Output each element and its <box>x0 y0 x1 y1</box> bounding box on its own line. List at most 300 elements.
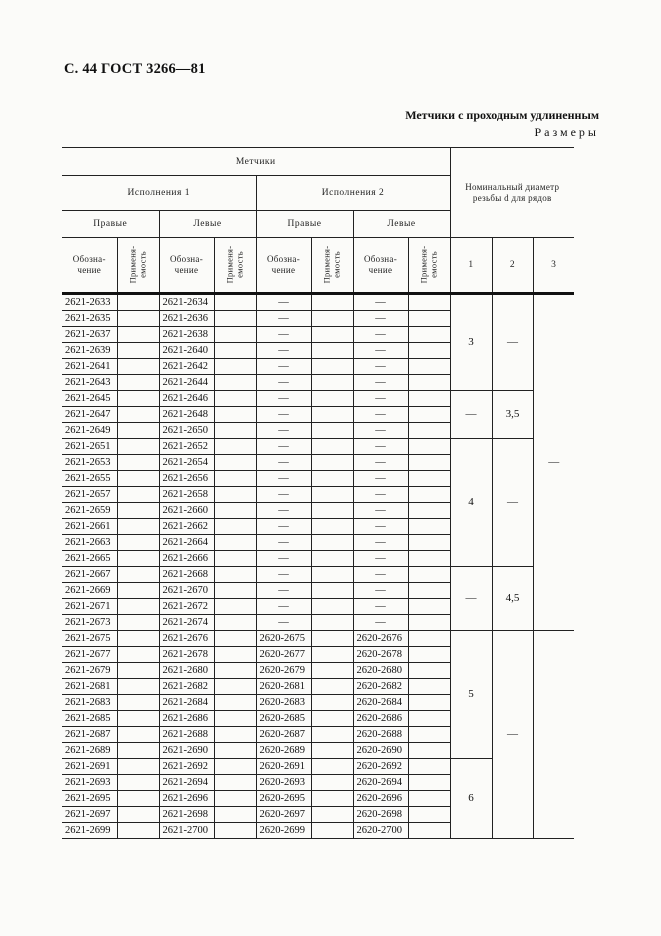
v1-right-designation: 2621-2681 <box>62 679 117 695</box>
v1-right-designation: 2621-2637 <box>62 327 117 343</box>
v1-right-applicability <box>117 695 159 711</box>
v1-left-designation: 2621-2644 <box>159 375 214 391</box>
v1-right-designation: 2621-2685 <box>62 711 117 727</box>
header-v1-right: Правые <box>62 211 159 238</box>
v2-left-designation: 2620-2686 <box>353 711 408 727</box>
taps-table <box>62 147 574 839</box>
v1-left-designation: 2621-2650 <box>159 423 214 439</box>
v1-right-designation: 2621-2693 <box>62 775 117 791</box>
v2-left-designation: — <box>353 391 408 407</box>
v1-right-designation: 2621-2647 <box>62 407 117 423</box>
v2-left-designation: — <box>353 439 408 455</box>
applicability-line1: Применя- <box>127 245 138 284</box>
v1-right-applicability <box>117 807 159 823</box>
v2-right-designation: — <box>256 455 311 471</box>
v2-left-applicability <box>408 311 450 327</box>
designation-line1: Обозна- <box>266 254 301 264</box>
v2-left-applicability <box>408 471 450 487</box>
applicability-line1: Применя- <box>321 245 332 284</box>
v2-right-applicability <box>311 791 353 807</box>
diameter-row1: 4 <box>450 439 492 567</box>
v2-right-designation: — <box>256 615 311 631</box>
applicability-line2: емость <box>137 251 147 279</box>
v2-left-applicability <box>408 487 450 503</box>
v2-left-applicability <box>408 679 450 695</box>
v1-left-applicability <box>214 503 256 519</box>
v1-right-designation: 2621-2689 <box>62 743 117 759</box>
v2-left-designation: 2620-2682 <box>353 679 408 695</box>
v1-left-designation: 2621-2700 <box>159 823 214 839</box>
v1-right-designation: 2621-2695 <box>62 791 117 807</box>
v1-left-designation: 2621-2666 <box>159 551 214 567</box>
v2-left-applicability <box>408 503 450 519</box>
designation-line1: Обозна- <box>72 254 106 264</box>
v2-right-applicability <box>311 343 353 359</box>
v2-right-applicability <box>311 679 353 695</box>
diameter-row2: — <box>492 631 533 839</box>
diameter-row3: — <box>533 294 574 631</box>
designation-line2: чение <box>271 265 296 275</box>
designation-line2: чение <box>174 265 199 275</box>
v1-right-designation: 2621-2633 <box>62 294 117 311</box>
v1-right-designation: 2621-2665 <box>62 551 117 567</box>
v1-left-designation: 2621-2696 <box>159 791 214 807</box>
v1-right-designation: 2621-2679 <box>62 663 117 679</box>
section-title: Метчики с проходным удлиненным <box>405 108 599 122</box>
header-nominal-diameter <box>450 148 574 238</box>
v1-right-designation: 2621-2645 <box>62 391 117 407</box>
v1-right-designation: 2621-2673 <box>62 615 117 631</box>
v1-left-applicability <box>214 311 256 327</box>
v2-right-designation: — <box>256 535 311 551</box>
v1-right-applicability <box>117 503 159 519</box>
v2-left-applicability <box>408 294 450 311</box>
v1-left-applicability <box>214 791 256 807</box>
v1-right-designation: 2621-2697 <box>62 807 117 823</box>
v1-right-applicability <box>117 711 159 727</box>
v1-left-applicability <box>214 343 256 359</box>
v1-right-designation: 2621-2635 <box>62 311 117 327</box>
v1-right-designation: 2621-2667 <box>62 567 117 583</box>
v2-left-applicability <box>408 535 450 551</box>
v1-right-applicability <box>117 775 159 791</box>
v2-right-designation: 2620-2697 <box>256 807 311 823</box>
v1-left-designation: 2621-2664 <box>159 535 214 551</box>
v1-right-designation: 2621-2659 <box>62 503 117 519</box>
v1-left-applicability <box>214 695 256 711</box>
diameter-row2: — <box>492 439 533 567</box>
v1-left-applicability <box>214 711 256 727</box>
v1-left-designation: 2621-2662 <box>159 519 214 535</box>
v1-right-applicability <box>117 423 159 439</box>
v2-right-designation: 2620-2691 <box>256 759 311 775</box>
diameter-row1: 6 <box>450 759 492 839</box>
v2-right-applicability <box>311 583 353 599</box>
v2-right-applicability <box>311 727 353 743</box>
v1-right-designation: 2621-2653 <box>62 455 117 471</box>
table-row <box>62 631 574 647</box>
v2-left-designation: — <box>353 375 408 391</box>
v1-left-designation: 2621-2686 <box>159 711 214 727</box>
v2-right-designation: 2620-2677 <box>256 647 311 663</box>
v1-right-applicability <box>117 455 159 471</box>
v2-left-applicability <box>408 567 450 583</box>
units-label: Размеры <box>534 125 599 139</box>
v1-left-designation: 2621-2660 <box>159 503 214 519</box>
v2-left-designation: — <box>353 471 408 487</box>
v1-left-designation: 2621-2684 <box>159 695 214 711</box>
v1-left-designation: 2621-2652 <box>159 439 214 455</box>
diameter-row2: 4,5 <box>492 567 533 631</box>
header-v2-left: Левые <box>353 211 450 238</box>
v2-right-applicability <box>311 663 353 679</box>
v2-right-designation: 2620-2699 <box>256 823 311 839</box>
v1-left-applicability <box>214 439 256 455</box>
v2-left-designation: 2620-2676 <box>353 631 408 647</box>
header-designation <box>62 238 117 294</box>
v1-right-designation: 2621-2675 <box>62 631 117 647</box>
diameter-row2: 3,5 <box>492 391 533 439</box>
nominal-line1: Номинальный диаметр <box>465 181 560 192</box>
v2-left-applicability <box>408 823 450 839</box>
v2-right-applicability <box>311 519 353 535</box>
v1-left-applicability <box>214 423 256 439</box>
v1-left-designation: 2621-2698 <box>159 807 214 823</box>
v2-right-designation: — <box>256 423 311 439</box>
v1-left-applicability <box>214 727 256 743</box>
v2-right-applicability <box>311 567 353 583</box>
v2-left-applicability <box>408 615 450 631</box>
table-row <box>62 439 574 455</box>
table-row <box>62 391 574 407</box>
v2-right-applicability <box>311 311 353 327</box>
v1-left-designation: 2621-2672 <box>159 599 214 615</box>
header-taps: Метчики <box>62 148 450 176</box>
v2-left-applicability <box>408 327 450 343</box>
v2-right-designation: — <box>256 359 311 375</box>
v1-right-designation: 2621-2669 <box>62 583 117 599</box>
v1-left-designation: 2621-2692 <box>159 759 214 775</box>
v1-right-applicability <box>117 567 159 583</box>
header-row-3: 3 <box>533 238 574 294</box>
v1-left-applicability <box>214 583 256 599</box>
v2-right-designation: — <box>256 567 311 583</box>
header-applicability <box>408 238 450 294</box>
v2-right-applicability <box>311 535 353 551</box>
v2-right-designation: — <box>256 503 311 519</box>
v1-right-applicability <box>117 359 159 375</box>
v1-left-applicability <box>214 631 256 647</box>
v1-right-designation: 2621-2683 <box>62 695 117 711</box>
v2-left-designation: — <box>353 503 408 519</box>
v1-left-applicability <box>214 679 256 695</box>
v1-right-designation: 2621-2639 <box>62 343 117 359</box>
v2-right-applicability <box>311 775 353 791</box>
v1-left-applicability <box>214 743 256 759</box>
v2-left-applicability <box>408 423 450 439</box>
v2-right-applicability <box>311 294 353 311</box>
v1-right-applicability <box>117 679 159 695</box>
v2-left-applicability <box>408 743 450 759</box>
designation-line2: чение <box>368 265 393 275</box>
v1-right-designation: 2621-2643 <box>62 375 117 391</box>
v1-left-applicability <box>214 375 256 391</box>
v2-right-designation: — <box>256 551 311 567</box>
v1-left-applicability <box>214 487 256 503</box>
v2-left-applicability <box>408 551 450 567</box>
v2-right-designation: — <box>256 487 311 503</box>
header-v1-left: Левые <box>159 211 256 238</box>
v1-right-applicability <box>117 343 159 359</box>
v2-right-applicability <box>311 823 353 839</box>
v2-right-applicability <box>311 615 353 631</box>
v2-right-applicability <box>311 503 353 519</box>
v1-right-applicability <box>117 471 159 487</box>
v2-left-designation: — <box>353 343 408 359</box>
v1-right-applicability <box>117 294 159 311</box>
v1-left-designation: 2621-2668 <box>159 567 214 583</box>
v2-left-applicability <box>408 359 450 375</box>
v2-right-applicability <box>311 471 353 487</box>
v2-right-designation: — <box>256 294 311 311</box>
v2-left-designation: 2620-2690 <box>353 743 408 759</box>
v2-right-designation: 2620-2689 <box>256 743 311 759</box>
v1-left-applicability <box>214 807 256 823</box>
designation-line2: чение <box>77 265 102 275</box>
v2-left-designation: — <box>353 567 408 583</box>
v2-right-designation: 2620-2695 <box>256 791 311 807</box>
v2-right-designation: — <box>256 439 311 455</box>
v2-right-applicability <box>311 759 353 775</box>
v1-left-designation: 2621-2634 <box>159 294 214 311</box>
v2-left-designation: — <box>353 615 408 631</box>
header-designation <box>159 238 214 294</box>
v2-left-applicability <box>408 375 450 391</box>
v2-right-applicability <box>311 631 353 647</box>
v1-left-designation: 2621-2640 <box>159 343 214 359</box>
v2-left-designation: — <box>353 487 408 503</box>
v2-right-designation: — <box>256 519 311 535</box>
v1-right-applicability <box>117 599 159 615</box>
v2-left-applicability <box>408 599 450 615</box>
v1-right-applicability <box>117 743 159 759</box>
v2-right-applicability <box>311 807 353 823</box>
v2-right-applicability <box>311 599 353 615</box>
v1-left-designation: 2621-2694 <box>159 775 214 791</box>
v2-right-applicability <box>311 647 353 663</box>
v1-right-designation: 2621-2649 <box>62 423 117 439</box>
v1-left-designation: 2621-2642 <box>159 359 214 375</box>
v1-left-designation: 2621-2690 <box>159 743 214 759</box>
v1-right-applicability <box>117 727 159 743</box>
v1-left-designation: 2621-2636 <box>159 311 214 327</box>
v2-left-designation: — <box>353 407 408 423</box>
v2-right-applicability <box>311 695 353 711</box>
v1-left-designation: 2621-2688 <box>159 727 214 743</box>
v2-left-designation: — <box>353 327 408 343</box>
v2-right-designation: — <box>256 327 311 343</box>
v2-right-designation: 2620-2679 <box>256 663 311 679</box>
v1-left-applicability <box>214 567 256 583</box>
v1-right-applicability <box>117 583 159 599</box>
header-v2-right: Правые <box>256 211 353 238</box>
v2-right-applicability <box>311 711 353 727</box>
v2-left-designation: 2620-2698 <box>353 807 408 823</box>
v1-right-designation: 2621-2661 <box>62 519 117 535</box>
v2-right-designation: — <box>256 375 311 391</box>
v1-left-designation: 2621-2654 <box>159 455 214 471</box>
header-designation <box>256 238 311 294</box>
v2-right-designation: 2620-2675 <box>256 631 311 647</box>
v2-right-designation: — <box>256 391 311 407</box>
v1-left-applicability <box>214 551 256 567</box>
v1-right-applicability <box>117 791 159 807</box>
v1-right-applicability <box>117 327 159 343</box>
v1-left-applicability <box>214 519 256 535</box>
v2-right-applicability <box>311 455 353 471</box>
v2-left-designation: 2620-2700 <box>353 823 408 839</box>
applicability-line2: емость <box>234 251 244 279</box>
v1-left-applicability <box>214 327 256 343</box>
v2-left-applicability <box>408 583 450 599</box>
table-row <box>62 294 574 311</box>
v2-left-designation: — <box>353 455 408 471</box>
diameter-row1: — <box>450 567 492 631</box>
v1-right-designation: 2621-2677 <box>62 647 117 663</box>
v2-left-applicability <box>408 727 450 743</box>
v1-left-designation: 2621-2674 <box>159 615 214 631</box>
v1-left-applicability <box>214 759 256 775</box>
v1-left-designation: 2621-2680 <box>159 663 214 679</box>
v2-left-applicability <box>408 663 450 679</box>
v2-left-designation: 2620-2688 <box>353 727 408 743</box>
v1-left-applicability <box>214 599 256 615</box>
v1-right-designation: 2621-2663 <box>62 535 117 551</box>
header-version1: Исполнения 1 <box>62 176 256 211</box>
v2-left-designation: — <box>353 519 408 535</box>
v1-right-applicability <box>117 551 159 567</box>
v1-left-designation: 2621-2676 <box>159 631 214 647</box>
v2-right-designation: — <box>256 471 311 487</box>
v2-left-designation: — <box>353 599 408 615</box>
header-row-1: 1 <box>450 238 492 294</box>
nominal-line2: резьбы d для рядов <box>472 192 552 203</box>
v2-right-applicability <box>311 423 353 439</box>
v2-right-applicability <box>311 375 353 391</box>
diameter-row3 <box>533 631 574 839</box>
v2-right-designation: 2620-2687 <box>256 727 311 743</box>
v2-left-designation: 2620-2694 <box>353 775 408 791</box>
table-row <box>62 567 574 583</box>
v2-right-designation: 2620-2693 <box>256 775 311 791</box>
v2-right-designation: 2620-2685 <box>256 711 311 727</box>
v1-right-designation: 2621-2641 <box>62 359 117 375</box>
applicability-line1: Применя- <box>224 245 235 284</box>
v2-left-designation: — <box>353 294 408 311</box>
v1-right-designation: 2621-2687 <box>62 727 117 743</box>
v1-right-designation: 2621-2657 <box>62 487 117 503</box>
page-header: С. 44 ГОСТ 3266—81 <box>64 61 206 77</box>
v2-right-designation: — <box>256 599 311 615</box>
v2-left-applicability <box>408 791 450 807</box>
v1-left-applicability <box>214 471 256 487</box>
v2-left-applicability <box>408 807 450 823</box>
v1-left-applicability <box>214 359 256 375</box>
v1-left-designation: 2621-2648 <box>159 407 214 423</box>
header-designation <box>353 238 408 294</box>
v1-left-designation: 2621-2682 <box>159 679 214 695</box>
v1-right-designation: 2621-2699 <box>62 823 117 839</box>
v2-left-designation: 2620-2678 <box>353 647 408 663</box>
v1-right-designation: 2621-2671 <box>62 599 117 615</box>
v2-left-applicability <box>408 391 450 407</box>
v1-left-applicability <box>214 615 256 631</box>
v2-right-designation: 2620-2681 <box>256 679 311 695</box>
diameter-row1: — <box>450 391 492 439</box>
v2-left-designation: — <box>353 583 408 599</box>
v2-left-applicability <box>408 647 450 663</box>
designation-line1: Обозна- <box>363 254 398 264</box>
v1-right-applicability <box>117 823 159 839</box>
v2-left-applicability <box>408 711 450 727</box>
v1-right-designation: 2621-2651 <box>62 439 117 455</box>
v2-left-applicability <box>408 439 450 455</box>
v2-left-designation: — <box>353 535 408 551</box>
header-row-2: 2 <box>492 238 533 294</box>
v1-left-applicability <box>214 775 256 791</box>
v1-left-designation: 2621-2678 <box>159 647 214 663</box>
v1-left-designation: 2621-2646 <box>159 391 214 407</box>
v1-right-applicability <box>117 615 159 631</box>
v2-left-designation: 2620-2680 <box>353 663 408 679</box>
v1-right-applicability <box>117 535 159 551</box>
v1-right-applicability <box>117 631 159 647</box>
v2-right-applicability <box>311 359 353 375</box>
table-body <box>62 294 574 839</box>
v1-right-applicability <box>117 647 159 663</box>
v2-left-designation: — <box>353 423 408 439</box>
v2-left-applicability <box>408 631 450 647</box>
v2-right-designation: — <box>256 407 311 423</box>
v1-left-applicability <box>214 391 256 407</box>
v1-left-designation: 2621-2670 <box>159 583 214 599</box>
applicability-line1: Применя- <box>418 245 429 284</box>
v1-left-designation: 2621-2656 <box>159 471 214 487</box>
v2-left-designation: 2620-2692 <box>353 759 408 775</box>
v1-right-designation: 2621-2655 <box>62 471 117 487</box>
v1-right-designation: 2621-2691 <box>62 759 117 775</box>
v2-right-designation: — <box>256 583 311 599</box>
v1-right-applicability <box>117 311 159 327</box>
v1-right-applicability <box>117 375 159 391</box>
v2-right-designation: — <box>256 343 311 359</box>
v2-left-applicability <box>408 759 450 775</box>
v1-left-applicability <box>214 535 256 551</box>
v2-right-designation: — <box>256 311 311 327</box>
v2-left-designation: 2620-2684 <box>353 695 408 711</box>
v1-left-designation: 2621-2658 <box>159 487 214 503</box>
v1-left-applicability <box>214 663 256 679</box>
v2-left-applicability <box>408 407 450 423</box>
v2-right-applicability <box>311 439 353 455</box>
v2-left-designation: — <box>353 551 408 567</box>
v1-left-applicability <box>214 294 256 311</box>
v1-left-applicability <box>214 823 256 839</box>
v2-right-applicability <box>311 487 353 503</box>
v2-right-applicability <box>311 743 353 759</box>
v1-left-applicability <box>214 455 256 471</box>
v2-right-applicability <box>311 327 353 343</box>
